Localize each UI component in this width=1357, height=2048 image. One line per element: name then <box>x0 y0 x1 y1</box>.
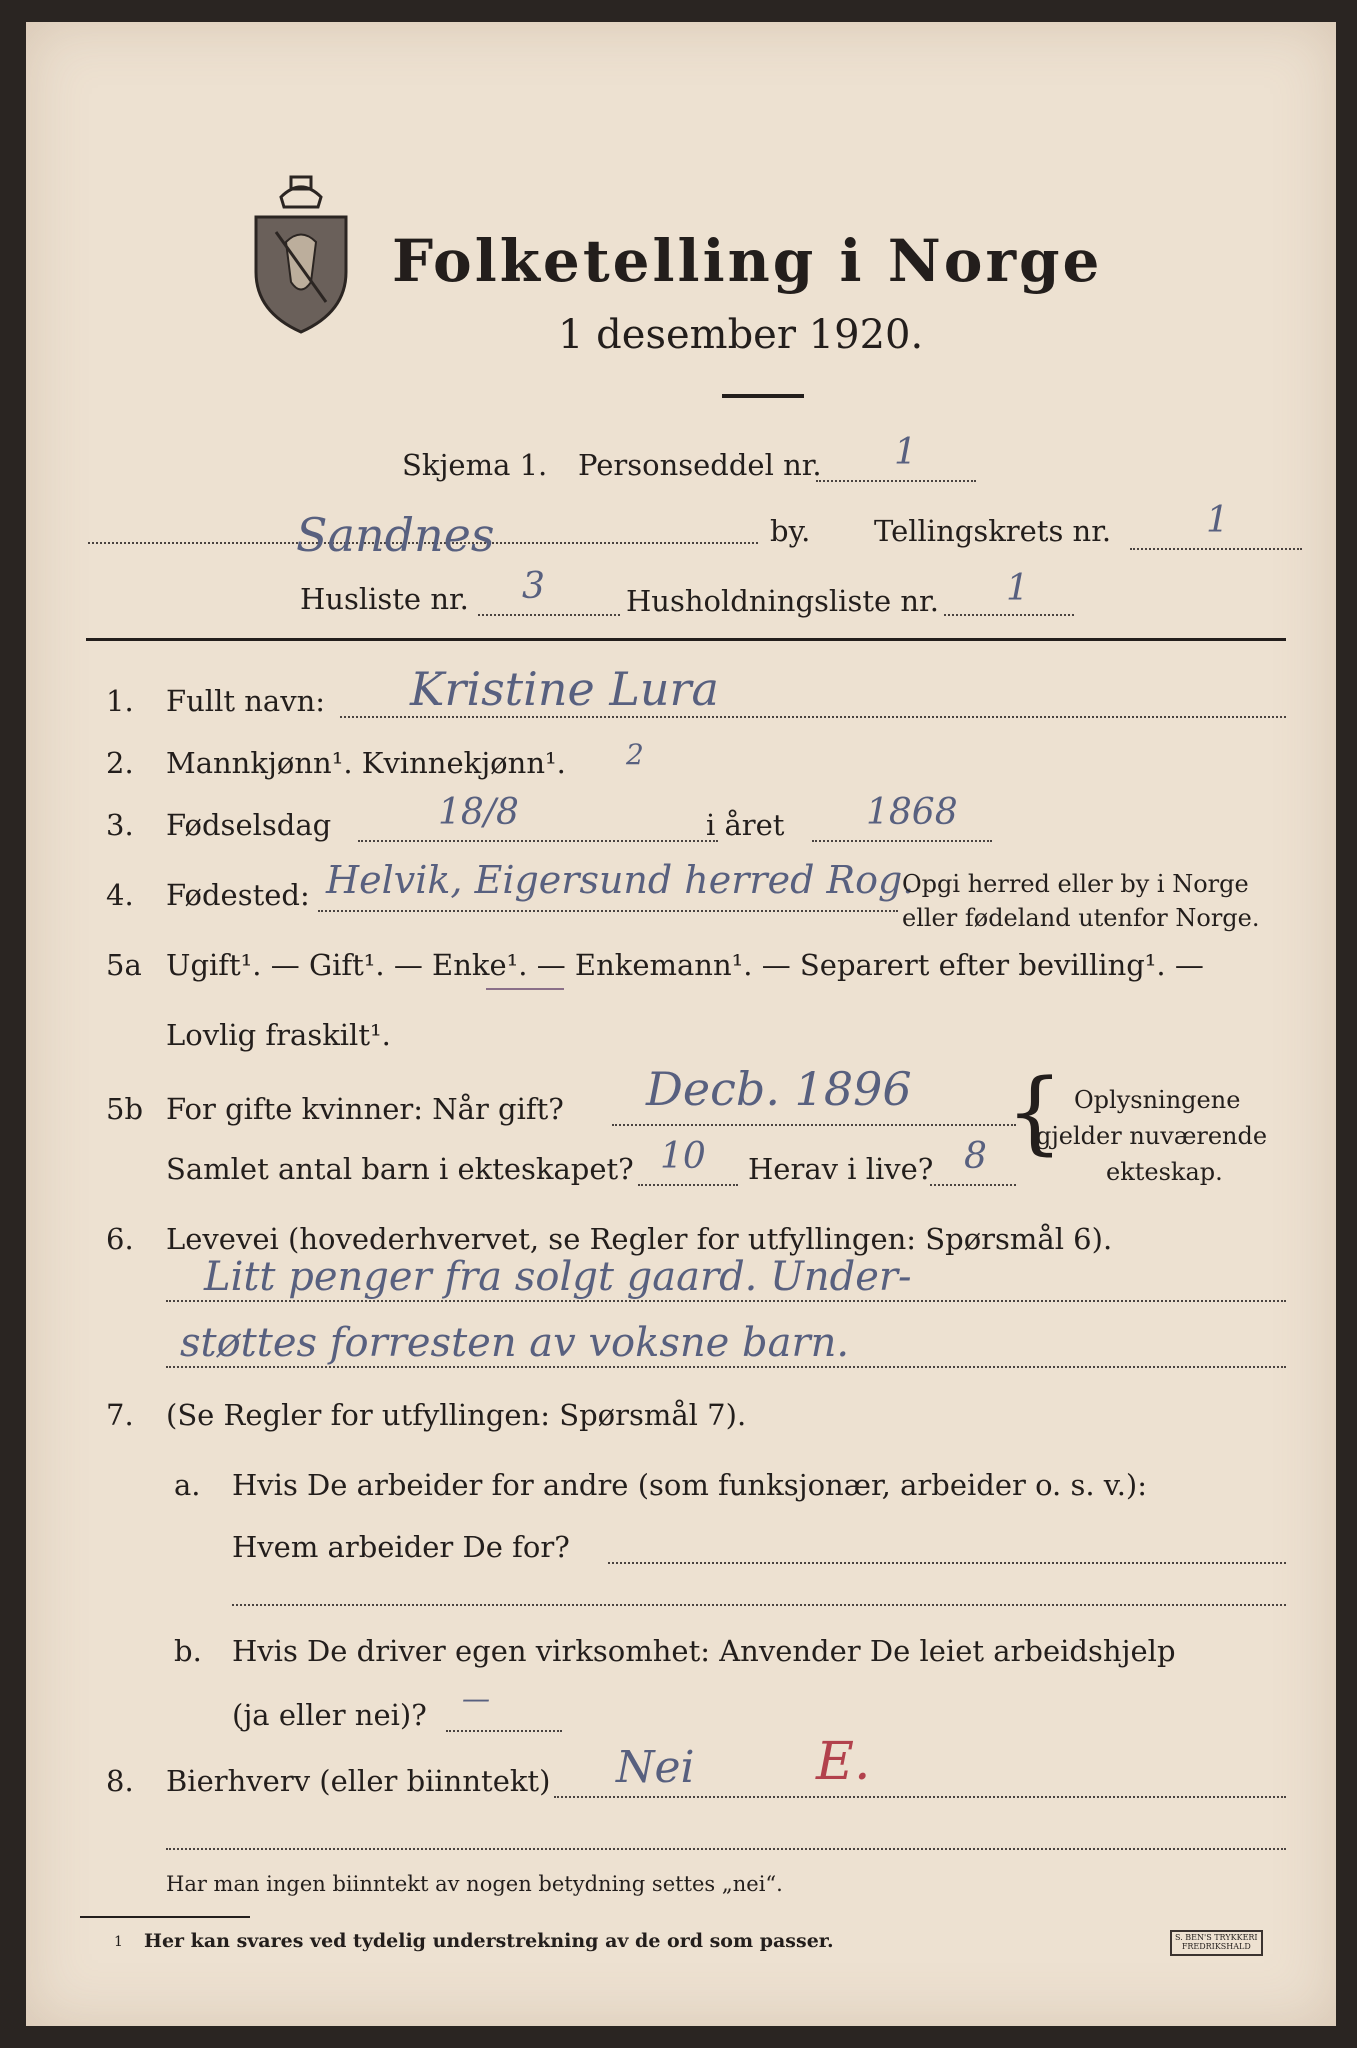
q6-label: Levevei (hovederhvervet, se Regler for utfyllingen: Spørsmål 6). <box>166 1222 1113 1256</box>
q5b-gift-line <box>612 1124 1016 1126</box>
q8-line-2 <box>166 1848 1286 1850</box>
q5b-live-label: Herav i live? <box>748 1152 934 1186</box>
q3-label: Fødselsdag <box>166 808 332 842</box>
q5a-number: 5a <box>106 948 142 982</box>
q6-line-1 <box>166 1300 1286 1302</box>
q3-year-line <box>812 840 992 842</box>
q8-number: 8. <box>106 1764 134 1798</box>
q7a-line-1 <box>608 1562 1286 1564</box>
q7a-sub: Hvem arbeider De for? <box>232 1530 570 1564</box>
husliste-label: Husliste nr. <box>300 582 469 616</box>
q5b-brace: { <box>1006 1060 1064 1165</box>
q5b-note-2: gjelder nuværende <box>1036 1122 1268 1150</box>
q7-number: 7. <box>106 1398 134 1432</box>
q8-line-1 <box>554 1796 1286 1798</box>
q5b-gift-value: Decb. 1896 <box>646 1062 912 1116</box>
q4-note-1: Opgi herred eller by i Norge <box>902 870 1249 898</box>
q4-number: 4. <box>106 878 134 912</box>
q8-label: Bierhverv (eller biinntekt) <box>166 1764 551 1798</box>
q5b-note-3: ekteskap. <box>1106 1158 1223 1186</box>
husliste-value: 3 <box>522 566 545 607</box>
q4-line <box>318 910 898 912</box>
q6-line-2 <box>166 1366 1286 1368</box>
skjema-label: Skjema 1. <box>402 448 548 482</box>
footnote-text: Her kan svares ved tydelig understrekning av de ord som passer. <box>144 1930 834 1952</box>
q3-day-value: 18/8 <box>438 792 519 833</box>
footer-note: Har man ingen biinntekt av nogen betydning settes „nei“. <box>166 1872 783 1896</box>
title-divider <box>722 394 804 398</box>
coat-of-arms-icon <box>246 172 356 337</box>
q7b-label: Hvis De driver egen virksomhet: Anvender De leiet arbeidshjelp <box>232 1634 1176 1668</box>
husholdning-value: 1 <box>1006 568 1029 609</box>
q1-value: Kristine Lura <box>410 662 719 716</box>
printer-stamp-line-1: S. BEN'S TRYKKERI <box>1175 1933 1258 1942</box>
q2-label: Mannkjønn¹. Kvinnekjønn¹. <box>166 746 566 780</box>
personseddel-line <box>816 480 976 482</box>
census-date: 1 desember 1920. <box>558 312 924 358</box>
q7b-line <box>446 1730 562 1732</box>
tellingskrets-line <box>1130 548 1302 550</box>
by-label: by. <box>770 514 811 548</box>
by-value: Sandnes <box>296 508 495 562</box>
q1-label: Fullt navn: <box>166 684 326 718</box>
q1-line <box>340 716 1286 718</box>
personseddel-value: 1 <box>894 432 917 473</box>
census-form <box>26 22 1336 2026</box>
husholdning-line <box>944 614 1074 616</box>
form-title: Folketelling i Norge <box>392 227 1103 295</box>
q1-number: 1. <box>106 684 134 718</box>
q7a-label: Hvis De arbeider for andre (som funksjonær, arbeider o. s. v.): <box>232 1468 1148 1502</box>
q4-value: Helvik, Eigersund herred Rog. <box>326 858 915 902</box>
personseddel-label: Personseddel nr. <box>578 448 822 482</box>
enke-underline <box>486 988 564 990</box>
q5b-barn-label: Samlet antal barn i ekteskapet? <box>166 1152 634 1186</box>
q6-value-2: støttes forresten av voksne barn. <box>180 1320 850 1366</box>
q3-year-value: 1868 <box>866 792 958 833</box>
q4-label: Fødested: <box>166 878 310 912</box>
q5b-barn-line <box>638 1184 738 1186</box>
header-rule <box>86 638 1286 641</box>
husliste-line <box>478 614 620 616</box>
q7b-value: — <box>462 1682 490 1715</box>
q7b-number: b. <box>174 1634 202 1668</box>
husholdning-label: Husholdningsliste nr. <box>626 584 939 618</box>
q5b-label: For gifte kvinner: Når gift? <box>166 1092 564 1126</box>
q4-note-2: eller fødeland utenfor Norge. <box>902 904 1260 932</box>
printer-stamp <box>1170 1930 1263 1956</box>
q7b-sub: (ja eller nei)? <box>232 1698 427 1732</box>
q5b-live-value: 8 <box>964 1136 987 1177</box>
q7a-number: a. <box>174 1468 201 1502</box>
q3-day-line <box>358 840 718 842</box>
tellingskrets-label: Tellingskrets nr. <box>874 514 1112 548</box>
tellingskrets-value: 1 <box>1206 500 1229 541</box>
q3-year-label: i året <box>706 808 785 842</box>
q5b-live-line <box>930 1184 1016 1186</box>
q2-number: 2. <box>106 746 134 780</box>
q7a-line-2 <box>232 1604 1286 1606</box>
q5b-barn-value: 10 <box>660 1136 706 1177</box>
footnote-rule <box>80 1916 250 1918</box>
q6-value-1: Litt penger fra solgt gaard. Under- <box>204 1254 912 1300</box>
q6-number: 6. <box>106 1222 134 1256</box>
q7-label: (Se Regler for utfyllingen: Spørsmål 7). <box>166 1398 747 1432</box>
q3-number: 3. <box>106 808 134 842</box>
footnote-number: 1 <box>114 1934 123 1950</box>
q8-mark: E. <box>816 1732 871 1792</box>
q5a-line-1: Ugift¹. — Gift¹. — Enke¹. — Enkemann¹. — Separert efter bevilling¹. — <box>166 948 1204 982</box>
q2-mark: 2 <box>626 738 644 771</box>
q5b-number: 5b <box>106 1092 144 1126</box>
printer-stamp-line-2: FREDRIKSHALD <box>1181 1941 1251 1951</box>
q5b-note-1: Oplysningene <box>1074 1086 1241 1114</box>
q8-value: Nei <box>616 1742 695 1793</box>
q5a-line-2: Lovlig fraskilt¹. <box>166 1018 391 1052</box>
